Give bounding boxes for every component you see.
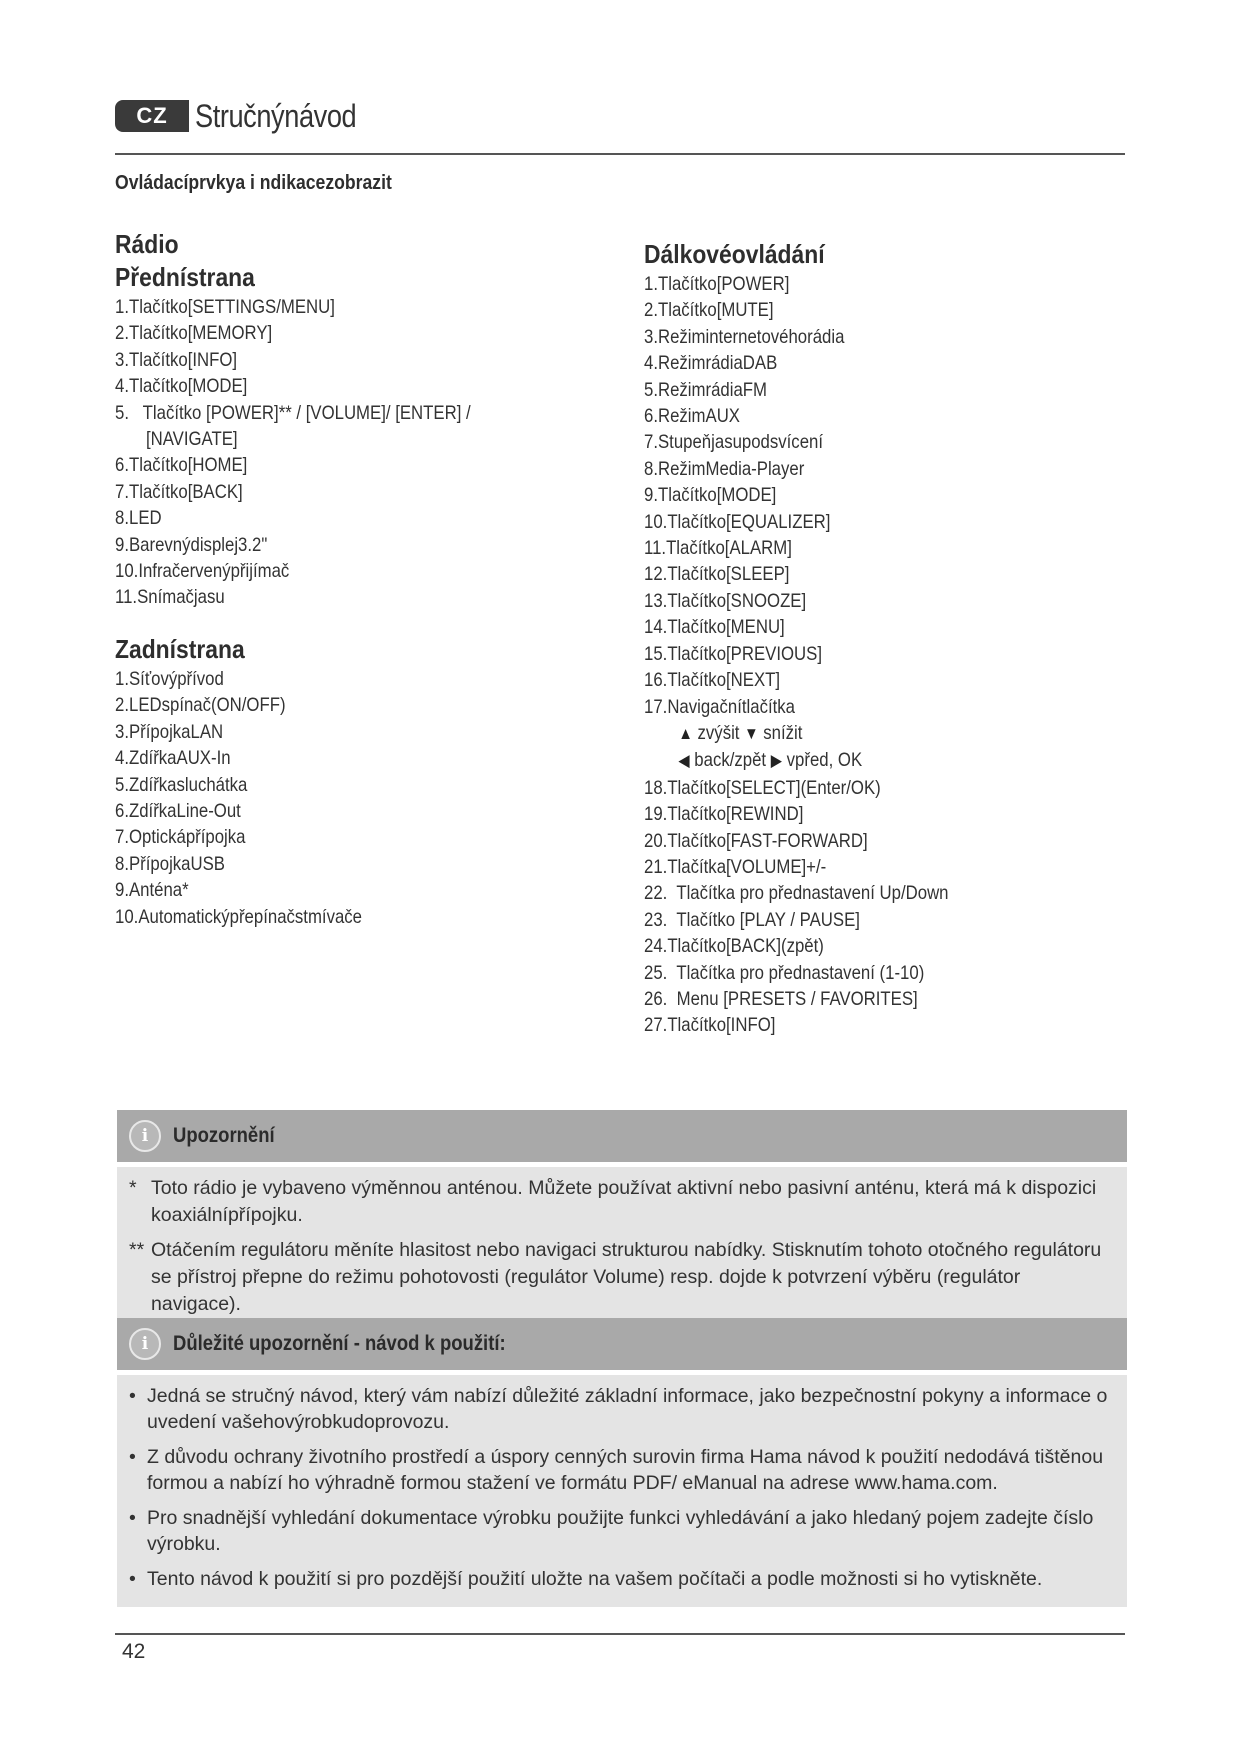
- note-text: Toto rádio je vybaveno výměnnou anténou. Můžete používat aktivní nebo pasivní anténu, která má k dispozici koaxiálnípřípojku.: [151, 1177, 1097, 1226]
- list-item: 20.Tlačítko[FAST-FORWARD]: [644, 829, 868, 852]
- bullet-item: [129, 1444, 1113, 1496]
- bullet-icon: •: [129, 1385, 136, 1407]
- list-item: 10.Tlačítko[EQUALIZER]: [644, 510, 831, 533]
- list-item: 22. Tlačítka pro přednastavení Up/Down: [644, 882, 949, 905]
- list-item: 12.Tlačítko[SLEEP]: [644, 563, 790, 586]
- list-item-continuation: [NAVIGATE]: [145, 428, 238, 451]
- arrow-up-icon: ▲: [678, 723, 693, 743]
- list-item: 6.RežimAUX: [644, 405, 740, 428]
- bullet-icon: •: [129, 1507, 136, 1529]
- notice-body: [117, 1167, 1127, 1332]
- list-item: 5.Zdířkasluchátka: [115, 773, 248, 796]
- arrow-left-icon: ◀: [678, 751, 690, 771]
- note-mark: **: [129, 1239, 145, 1261]
- list-item: 2.Tlačítko[MUTE]: [644, 299, 774, 322]
- note-mark: *: [129, 1177, 137, 1199]
- header-divider: [115, 153, 1125, 155]
- list-item: 4.Tlačítko[MODE]: [115, 375, 248, 398]
- list-item: 27.Tlačítko[INFO]: [644, 1014, 776, 1037]
- note-text: Otáčením regulátoru měníte hlasitost nebo navigaci strukturou nabídky. Stisknutím tohoto otočného regulátoru se přístroj přepne do režimu pohotovosti (regulátor Volume) resp. dojde k potvrzení výběru (regulátor navigace).: [151, 1239, 1102, 1315]
- list-item: 11.Snímačjasu: [115, 586, 225, 609]
- list-item: 2.Tlačítko[MEMORY]: [115, 322, 273, 345]
- language-badge: CZ: [115, 100, 189, 132]
- notice-header: [117, 1318, 1127, 1370]
- list-item: 23. Tlačítko [PLAY / PAUSE]: [644, 908, 860, 931]
- list-item: 24.Tlačítko[BACK](zpět): [644, 935, 824, 958]
- list-item: 21.Tlačítka[VOLUME]+/-: [644, 855, 827, 878]
- list-item: 25. Tlačítka pro přednastavení (1-10): [644, 961, 925, 984]
- list-item: 1.Tlačítko[SETTINGS/MENU]: [115, 296, 335, 318]
- list-item: 19.Tlačítko[REWIND]: [644, 803, 804, 826]
- radio-heading: Rádio: [115, 229, 179, 259]
- bullet-icon: •: [129, 1446, 136, 1468]
- nav-up-down-line: [644, 720, 1074, 747]
- list-item: 3.Tlačítko[INFO]: [115, 348, 238, 371]
- back-side-heading: Zadnístrana: [115, 633, 245, 664]
- list-item: 6.ZdířkaLine-Out: [115, 799, 241, 822]
- list-item: 4.ZdířkaAUX-In: [115, 747, 231, 770]
- notice-box: [117, 1110, 1127, 1332]
- list-item: 13.Tlačítko[SNOOZE]: [644, 589, 807, 612]
- front-side-heading: Přednístrana: [115, 262, 255, 292]
- list-item: 9.Anténa*: [115, 879, 189, 902]
- radio-column: [115, 228, 575, 930]
- list-item: 9.Barevnýdisplej3.2": [115, 533, 268, 556]
- remote-column: [644, 238, 1144, 1039]
- notice-header: [117, 1110, 1127, 1162]
- notice-title: Upozornění: [173, 1124, 275, 1147]
- arrow-down-icon: ▼: [744, 723, 759, 743]
- list-item: 5. Tlačítko [POWER]** / [VOLUME]/ [ENTER] /: [115, 401, 471, 424]
- list-item: 8.PřípojkaUSB: [115, 852, 225, 875]
- notice-title: Důležité upozornění - návod k použití:: [173, 1332, 506, 1355]
- list-item: 14.Tlačítko[MENU]: [644, 616, 785, 639]
- list-item: 17.Navigačnítlačítka: [644, 695, 796, 718]
- list-item: 3.Režiminternetovéhorádia: [644, 325, 845, 348]
- list-item: 15.Tlačítko[PREVIOUS]: [644, 642, 823, 665]
- bullet-item: [129, 1505, 1113, 1557]
- nav-right-label: vpřed, OK: [786, 749, 863, 772]
- bullet-item: [129, 1566, 1113, 1592]
- list-item: 7.Optickápřípojka: [115, 826, 246, 849]
- page-header: [115, 98, 385, 134]
- list-item: 8.RežimMedia-Player: [644, 457, 805, 480]
- bullet-text: Z důvodu ochrany životního prostředí a úspory cenných surovin firma Hama návod k použití nedodává tištěnou formou a nabízí ho výhradně formou stažení ve formátu PDF/ eManual na adrese www.hama.com.: [147, 1446, 1104, 1494]
- info-icon: i: [129, 1120, 161, 1152]
- bullet-text: Tento návod k použití si pro pozdější použití uložte na vašem počítači a podle možnosti si ho vytiskněte.: [147, 1568, 1043, 1590]
- list-item: 10.Automatickýpřepínačstmívače: [115, 905, 363, 928]
- page-number: 42: [122, 1640, 146, 1663]
- page-title: Stručnýnávod: [195, 97, 357, 134]
- list-item: 16.Tlačítko[NEXT]: [644, 669, 781, 692]
- bullet-icon: •: [129, 1568, 136, 1590]
- note-regulator: [129, 1237, 1113, 1318]
- notice-body: [117, 1375, 1127, 1607]
- back-side-list: [115, 666, 575, 930]
- list-item: 1.Síťovýpřívod: [115, 667, 224, 690]
- list-item: 8.LED: [115, 507, 162, 530]
- important-notice-box: [117, 1318, 1127, 1607]
- list-item: 11.Tlačítko[ALARM]: [644, 537, 792, 560]
- arrow-right-icon: ▶: [770, 751, 783, 771]
- bullet-item: [129, 1383, 1113, 1435]
- list-item: 6.Tlačítko[HOME]: [115, 454, 248, 477]
- list-item: 1.Tlačítko[POWER]: [644, 273, 790, 295]
- list-item: 9.Tlačítko[MODE]: [644, 484, 777, 507]
- section-subtitle: Ovládacíprvkya i ndikacezobrazit: [115, 172, 392, 194]
- footer-divider: [115, 1633, 1125, 1635]
- list-item: 4.RežimrádiaDAB: [644, 352, 778, 375]
- list-item: 3.PřípojkaLAN: [115, 720, 224, 743]
- note-antenna: [129, 1175, 1113, 1229]
- bullet-text: Pro snadnější vyhledání dokumentace výrobku použijte funkci vyhledávání a jako hledaný pojem zadejte číslo výrobku.: [147, 1507, 1094, 1555]
- list-item: 18.Tlačítko[SELECT](Enter/OK): [644, 776, 881, 799]
- nav-down-label: snížit: [763, 721, 803, 744]
- notice-bullet-list: [129, 1383, 1113, 1592]
- list-item: 7.Stupeňjasupodsvícení: [644, 431, 824, 454]
- list-item: 2.LEDspínač(ON/OFF): [115, 694, 286, 717]
- remote-list: [644, 271, 1144, 1039]
- front-side-list: [115, 294, 575, 611]
- info-icon: i: [129, 1328, 161, 1360]
- bullet-text: Jedná se stručný návod, který vám nabízí důležité základní informace, jako bezpečnostní pokyny a informace o uvedení vašehovýrobkudoprovozu.: [147, 1385, 1108, 1433]
- nav-left-right-line: [644, 747, 1074, 774]
- nav-up-label: zvýšit: [697, 721, 740, 744]
- list-item: 10.Infračervenýpřijímač: [115, 560, 290, 583]
- remote-heading: Dálkovéovládání: [644, 239, 825, 269]
- list-item: 5.RežimrádiaFM: [644, 378, 768, 401]
- list-item: 7.Tlačítko[BACK]: [115, 480, 243, 503]
- list-item: 26. Menu [PRESETS / FAVORITES]: [644, 987, 918, 1010]
- nav-left-label: back/zpět: [694, 749, 767, 772]
